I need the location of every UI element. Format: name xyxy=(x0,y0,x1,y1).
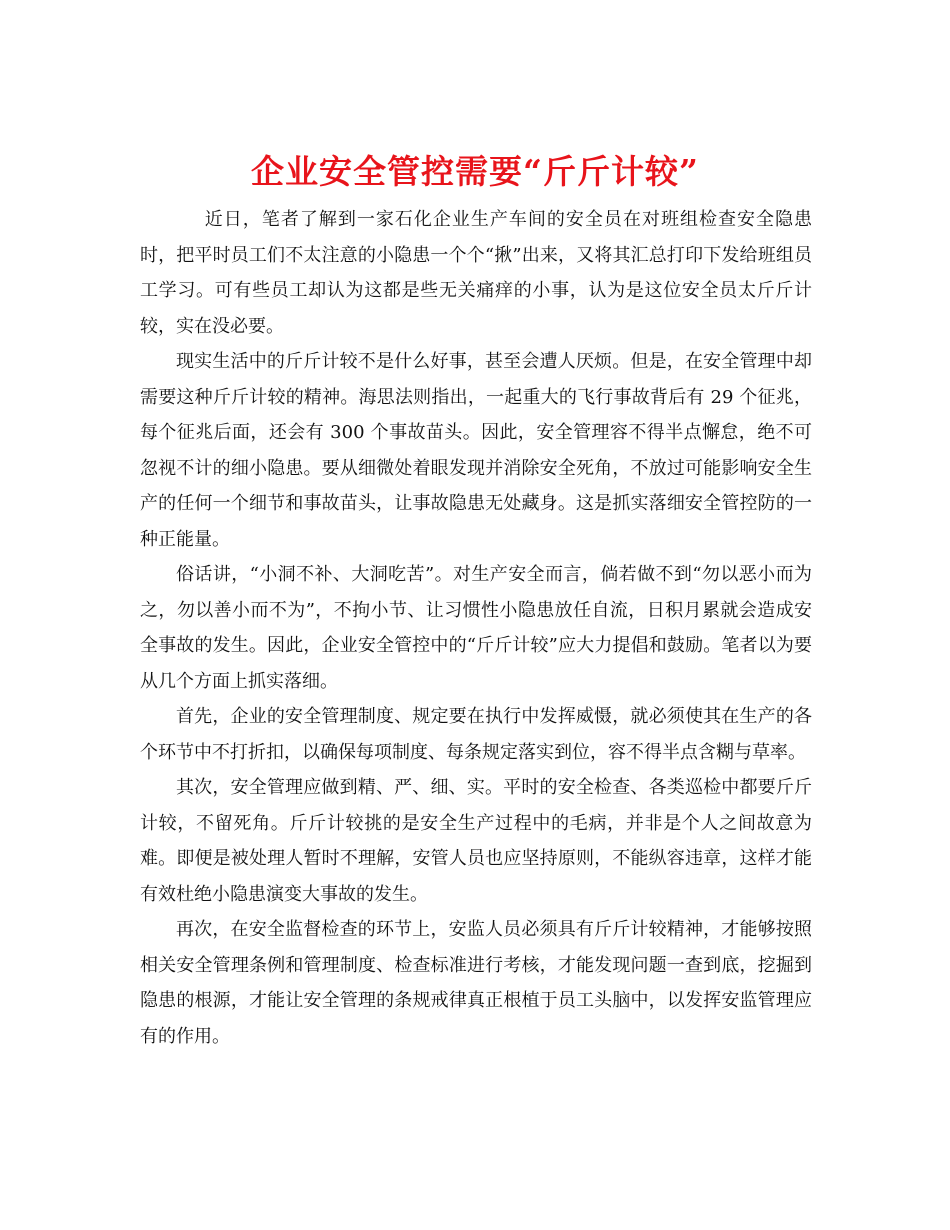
paragraph-6: 再次，在安全监督检查的环节上，安监人员必须具有斤斤计较精神，才能够按照相关安全管理条例和管理制度、检查标准进行考核，才能发现问题一查到底，挖掘到隐患的根源，才能让安全管理的条规戒律真正根植于员工头脑中，以发挥安监管理应有的作用。 xyxy=(140,919,812,1047)
paragraph-3: 俗话讲，“小洞不补、大洞吃苦”。对生产安全而言，倘若做不到“勿以恶小而为之，勿以善小而不为”，不拘小节、让习惯性小隐患放任自流，日积月累就会造成安全事故的发生。因此，企业安全管控中的“斤斤计较”应大力提倡和鼓励。笔者以为要从几个方面上抓实落细。 xyxy=(140,564,812,692)
document-title: 企业安全管控需要“斤斤计较” xyxy=(251,152,699,192)
document-body xyxy=(140,202,812,1054)
paragraph-4: 首先，企业的安全管理制度、规定要在执行中发挥威慑，就必须使其在生产的各个环节中不打折扣，以确保每项制度、每条规定落实到位，容不得半点含糊与草率。 xyxy=(140,706,812,763)
paragraph-5: 其次，安全管理应做到精、严、细、实。平时的安全检查、各类巡检中都要斤斤计较，不留死角。斤斤计较挑的是安全生产过程中的毛病，并非是个人之间故意为难。即便是被处理人暂时不理解，安管人员也应坚持原则，不能纵容违章，这样才能有效杜绝小隐患演变大事故的发生。 xyxy=(140,777,812,905)
paragraph-2: 现实生活中的斤斤计较不是什么好事，甚至会遭人厌烦。但是，在安全管理中却需要这种斤斤计较的精神。海思法则指出，一起重大的飞行事故背后有 29 个征兆，每个征兆后面，还会有 300 个事故苗头。因此，安全管理容不得半点懈怠，绝不可忽视不计的细小隐患。要从细微处着眼发现并消除安全死角，不放过可能影响安全生产的任何一个细节和事故苗头，让事故隐患无处藏身。这是抓实落细安全管控防的一种正能量。 xyxy=(140,351,812,550)
paragraph-1: 近日，笔者了解到一家石化企业生产车间的安全员在对班组检查安全隐患时，把平时员工们不太注意的小隐患一个个“揪”出来，又将其汇总打印下发给班组员工学习。可有些员工却认为这都是些无关痛痒的小事，认为是这位安全员太斤斤计较，实在没必要。 xyxy=(140,209,812,337)
